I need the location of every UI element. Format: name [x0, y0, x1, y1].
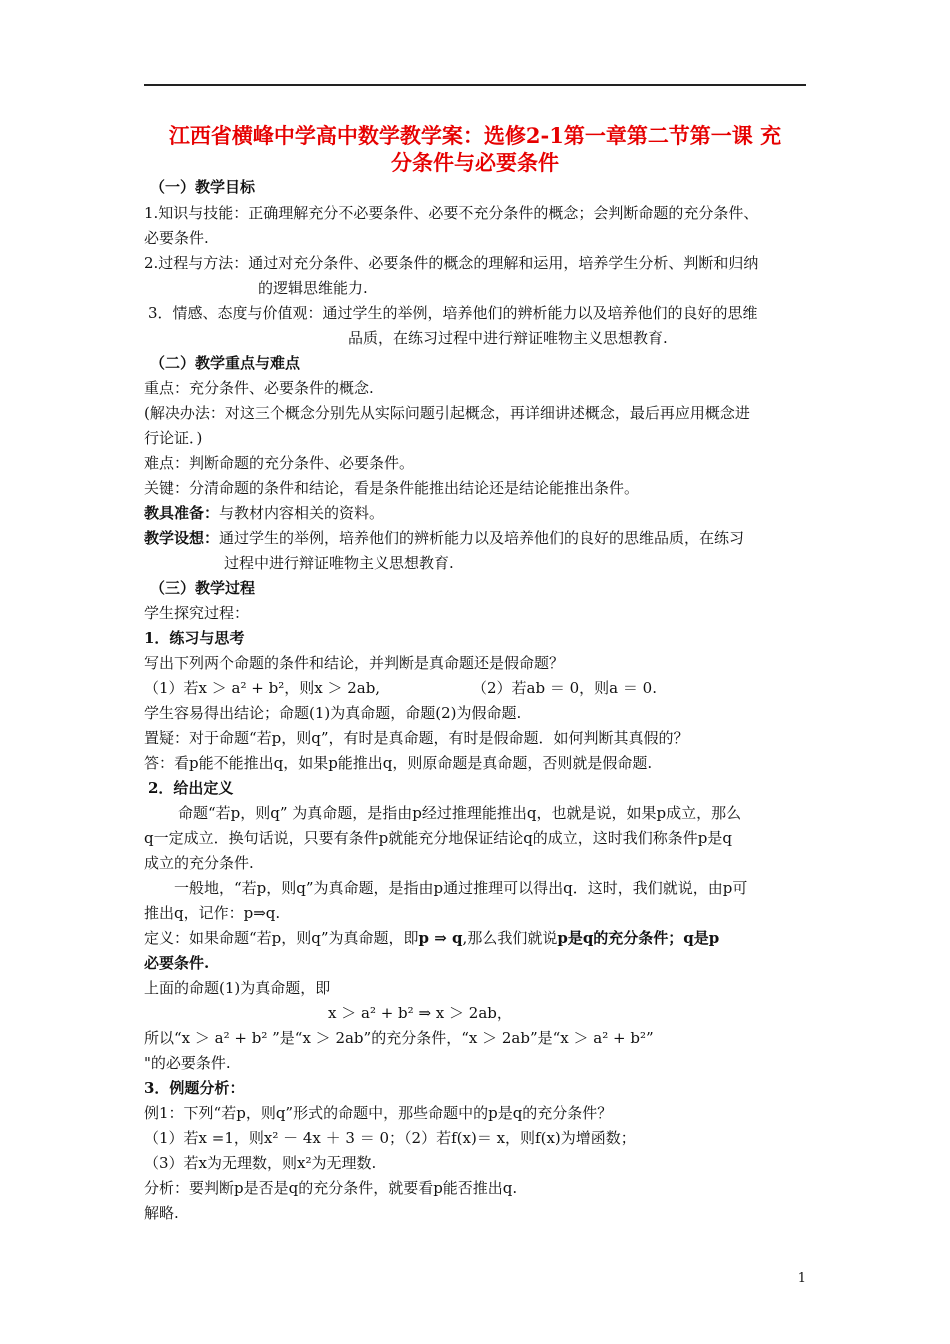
title-line-1: 江西省横峰中学高中数学教学案：选修2-1第一章第二节第一课 充 — [168, 123, 782, 148]
analysis-line: 分析：要判断p是否是q的充分条件，就要看p能否推出q. — [144, 1179, 518, 1197]
tools-line — [144, 503, 384, 523]
tools-text: 与教材内容相关的资料。 — [219, 504, 385, 522]
definition-3-implication: p ⇒ q — [418, 929, 463, 947]
definition-3-line-a — [144, 928, 719, 948]
definition-3-line-b: 必要条件. — [144, 954, 210, 972]
part-1-conclusion: 学生容易得出结论；命题(1)为真命题，命题(2)为假命题. — [144, 704, 522, 722]
so-line-a: 所以“x ＞ a² + b² ”是“x ＞ 2ab”的充分条件，“x ＞ 2ab”是“x ＞ a² + b²” — [144, 1029, 654, 1047]
part-1-heading: 1．练习与思考 — [144, 629, 245, 647]
design-line-b: 过程中进行辩证唯物主义思想教育. — [224, 554, 454, 572]
part-1-example-2: （2）若ab ＝ 0，则a ＝ 0. — [472, 679, 657, 697]
above-line: 上面的命题(1)为真命题，即 — [144, 979, 331, 997]
definition-3-mid: ,那么我们就说 — [462, 929, 558, 947]
so-line-b: "的必要条件. — [144, 1054, 231, 1072]
goal-3-line-a: 3．情感、态度与价值观：通过学生的举例，培养他们的辨析能力以及培养他们的良好的思维 — [148, 304, 758, 322]
definition-2-line-a: 一般地，“若p，则q”为真命题，是指由p通过推理可以得出q．这时，我们就说，由p可 — [174, 879, 748, 897]
part-3-heading: 3．例题分析： — [144, 1079, 245, 1097]
goal-1-line-b: 必要条件. — [144, 229, 209, 247]
page-number: 1 — [797, 1271, 806, 1286]
goal-2-line-a: 2.过程与方法：通过对充分条件、必要条件的概念的理解和运用，培养学生分析、判断和归纳 — [144, 254, 759, 272]
part-1-example-1: （1）若x ＞ a² + b²，则x ＞ 2ab, — [144, 679, 381, 697]
definition-1-line-a: 命题“若p，则q” 为真命题，是指由p经过推理能推出q，也就是说，如果p成立，那么 — [178, 804, 742, 822]
design-text-a: 通过学生的举例，培养他们的辨析能力以及培养他们的良好的思维品质，在练习 — [219, 529, 745, 547]
section-heading-goals: （一）教学目标 — [150, 178, 256, 196]
definition-1-line-b: q一定成立．换句话说，只要有条件p就能充分地保证结论q的成立，这时我们称条件p是q — [144, 829, 733, 847]
method-line-a: (解决办法：对这三个概念分别先从实际问题引起概念，再详细讲述概念，最后再应用概念进 — [144, 404, 750, 422]
example-1-prompt: 例1：下列“若p，则q”形式的命题中，那些命题中的p是q的充分条件？ — [144, 1104, 613, 1122]
part-1-question: 写出下列两个命题的条件和结论，并判断是真命题还是假命题？ — [144, 654, 565, 672]
part-2-heading: 2．给出定义 — [148, 779, 234, 797]
difficulty: 难点：判断命题的充分条件、必要条件。 — [144, 454, 415, 472]
solution-line: 解略. — [144, 1204, 179, 1222]
explore-line: 学生探究过程： — [144, 604, 250, 622]
definition-3-plain: 定义：如果命题“若p，则q”为真命题，即 — [144, 929, 419, 947]
example-1-item-3: （3）若x为无理数，则x²为无理数. — [144, 1154, 377, 1172]
title-line-2: 分条件与必要条件 — [391, 150, 559, 175]
method-line-b: 行论证．) — [144, 429, 203, 447]
answer-line: 答：看p能不能推出q，如果p能推出q，则原命题是真命题，否则就是假命题. — [144, 754, 653, 772]
header-rule — [144, 84, 806, 86]
document-title — [144, 122, 806, 176]
definition-3-emphasis: p是q的充分条件；q是p — [557, 929, 720, 947]
section-heading-key-points: （二）教学重点与难点 — [150, 354, 301, 372]
example-1-items-1-2: （1）若x =1，则x² － 4x ＋ 3 ＝ 0；（2）若f(x)＝ x，则f(x)为增函数； — [144, 1129, 636, 1147]
definition-2-line-b: 推出q，记作：p⇒q. — [144, 904, 281, 922]
section-heading-process: （三）教学过程 — [150, 579, 256, 597]
goal-3-line-b: 品质，在练习过程中进行辩证唯物主义思想教育. — [348, 329, 668, 347]
design-line-a — [144, 528, 744, 548]
formula-line: x ＞ a² + b² ⇒ x ＞ 2ab， — [328, 1004, 512, 1022]
goal-2-line-b: 的逻辑思维能力. — [258, 279, 368, 297]
tools-label: 教具准备： — [144, 504, 220, 522]
design-label: 教学设想： — [144, 529, 220, 547]
definition-1-line-c: 成立的充分条件. — [144, 854, 254, 872]
doubt-line: 置疑：对于命题“若p，则q”，有时是真命题，有时是假命题．如何判断其真假的？ — [144, 729, 689, 747]
goal-1-line-a: 1.知识与技能：正确理解充分不必要条件、必要不充分条件的概念；会判断命题的充分条件、 — [144, 204, 759, 222]
key-point: 重点：充分条件、必要条件的概念. — [144, 379, 374, 397]
crux: 关键：分清命题的条件和结论，看是条件能推出结论还是结论能推出条件。 — [144, 479, 640, 497]
